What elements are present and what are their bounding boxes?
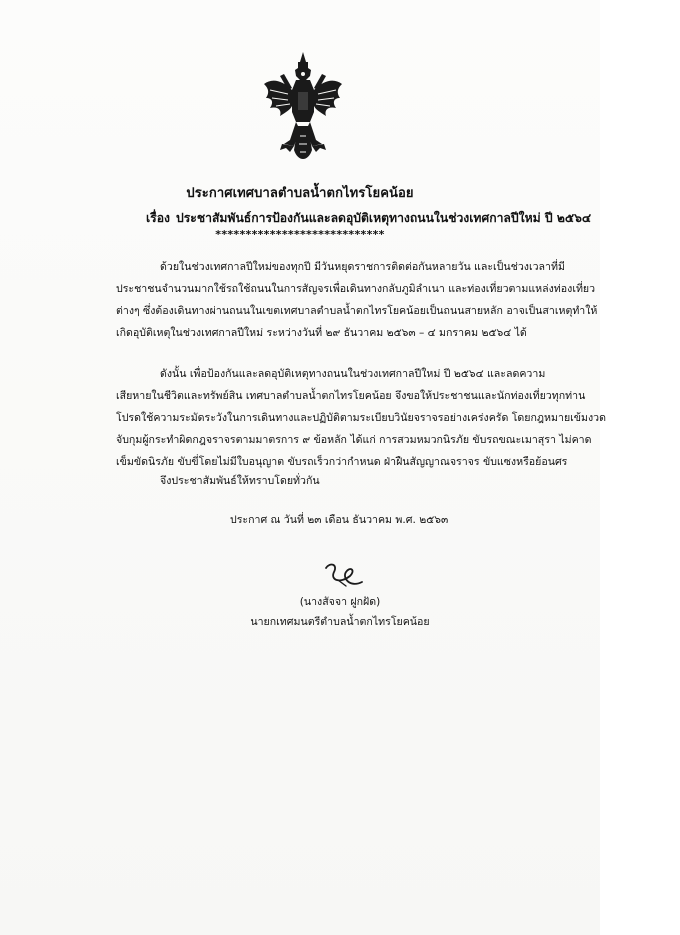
paragraph-measures	[116, 363, 606, 473]
paragraph-line: จับกุมผู้กระทำผิดกฎจราจรตามมาตรการ ๙ ข้อหลัก ได้แก่ การสวมหมวกนิรภัย ขับรถขณะเมาสุรา ไม่คาด	[116, 434, 592, 446]
paragraph-line: เสียหายในชีวิตและทรัพย์สิน เทศบาลตำบลน้ำตกไทรโยคน้อย จึงขอให้ประชาชนและนักท่องเที่ยวทุกท่าน	[116, 390, 586, 402]
paragraph-line: ดังนั้น เพื่อป้องกันและลดอุบัติเหตุทางถนนในช่วงเทศกาลปีใหม่ ปี ๒๕๖๔ และลดความ	[160, 368, 546, 380]
announcement-title: ประกาศเทศบาลตำบลน้ำตกไทรโยคน้อย	[186, 186, 414, 201]
paragraph-intro	[116, 256, 598, 344]
signer-title: นายกเทศมนตรีตำบลน้ำตกไทรโยคน้อย	[250, 616, 430, 628]
subject-text: ประชาสัมพันธ์การป้องกันและลดอุบัติเหตุทางถนนในช่วงเทศกาลปีใหม่ ปี ๒๕๖๔	[176, 211, 592, 225]
paragraph-closing	[160, 470, 560, 492]
paragraph-line: ต่างๆ ซึ่งต้องเดินทางผ่านถนนในเขตเทศบาลตำบลน้ำตกไทรโยคน้อยเป็นถนนสายหลัก อาจเป็นสาเหตุทำให้	[116, 305, 598, 317]
announcement-subject	[146, 209, 592, 228]
garuda-emblem-icon	[262, 50, 344, 168]
paragraph-line: เข็มขัดนิรภัย ขับขี่โดยไม่มีใบอนุญาต ขับรถเร็วกว่ากำหนด ฝ่าฝืนสัญญาณจราจร ขับแซงหรือย้อนศร	[116, 456, 568, 468]
signer-name: (นางสัจจา ฝูกฝัด)	[299, 596, 381, 608]
paragraph-line: ด้วยในช่วงเทศกาลปีใหม่ของทุกปี มีวันหยุดราชการติดต่อกันหลายวัน และเป็นช่วงเวลาที่มี	[160, 261, 565, 273]
announcement-dateline: ประกาศ ณ วันที่ ๒๓ เดือน ธันวาคม พ.ศ. ๒๕๖๓	[230, 514, 449, 526]
paragraph-line: ประชาชนจำนวนมากใช้รถใช้ถนนในการสัญจรเพื่อเดินทางกลับภูมิลำเนา และท่องเที่ยวตามแหล่งท่องเที่ยว	[116, 283, 596, 295]
paragraph-line: โปรดใช้ความระมัดระวังในการเดินทางและปฏิบัติตามระเบียบวินัยจราจรอย่างเคร่งครัด โดยกฎหมายเข้มงวด	[116, 412, 606, 424]
closing-line: จึงประชาสัมพันธ์ให้ทราบโดยทั่วกัน	[160, 475, 320, 487]
paragraph-line: เกิดอุบัติเหตุในช่วงเทศกาลปีใหม่ ระหว่างวันที่ ๒๙ ธันวาคม ๒๕๖๓ – ๔ มกราคม ๒๕๖๔ ได้	[116, 327, 527, 339]
title-divider: ****************************	[215, 228, 385, 241]
subject-label: เรื่อง	[146, 211, 170, 225]
handwritten-signature-icon	[320, 558, 368, 592]
